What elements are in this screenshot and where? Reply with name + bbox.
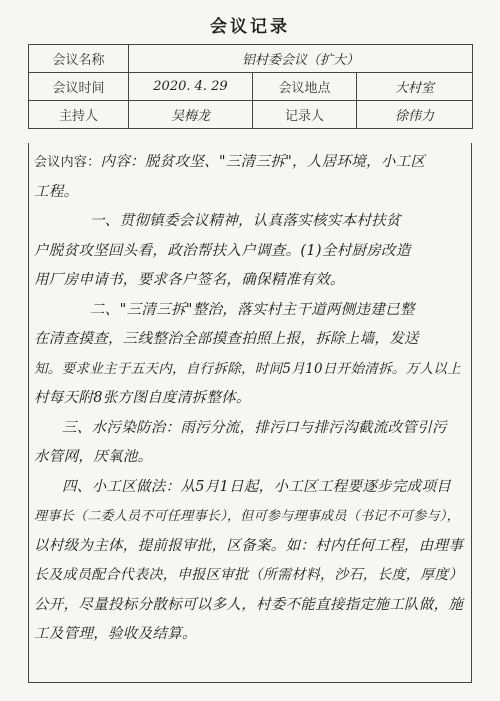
- content-line: 知。要求业主于五天内，自行拆除，时间5月10日开始清拆。万人以上: [34, 360, 461, 377]
- content-line: 工程。: [34, 183, 79, 200]
- host-label: 主持人: [29, 101, 129, 129]
- meeting-place-label: 会议地点: [253, 73, 357, 101]
- content-line: 以村级为主体，提前报审批，区备案。如：村内任何工程，由理事: [34, 537, 464, 554]
- meeting-time-label: 会议时间: [29, 73, 129, 101]
- content-line: 工及管理，验收及结算。: [34, 626, 197, 642]
- content-line: 理事长（二委人员不可任理事长），但可参与理事成员（书记不可参与），: [34, 509, 460, 524]
- content-line: 用厂房申请书，要求各户签名，确保精准有效。: [34, 272, 345, 288]
- recorder-label: 记录人: [253, 101, 357, 129]
- page-title: 会议记录: [210, 17, 290, 37]
- meeting-people-row: [29, 101, 473, 129]
- meeting-name-row: [29, 45, 473, 73]
- meeting-name-label: 会议名称: [29, 45, 129, 73]
- content-line: 四、小工区做法：从5月1日起，小工区工程要逐步完成项目: [62, 478, 452, 495]
- meeting-name-value: 铝村委会议（扩大）: [129, 45, 473, 73]
- content-line: 村每天附8张方图自度清拆整体。: [34, 390, 251, 406]
- meeting-time-value: 2020. 4. 29: [129, 73, 253, 101]
- content-line: 内容：脱贫攻坚、"三清三拆"，人居环境，小工区: [100, 154, 426, 170]
- content-label: 会议内容：: [34, 155, 101, 170]
- content-line: 公开，尽量投标分散标可以多人，村委不能直接指定施工队做，施: [34, 596, 464, 613]
- content-line: 长及成员配合代表决，申报区审批（所需材料，沙石，长度，厚度）: [34, 567, 463, 583]
- recorder-value: 徐伟力: [357, 101, 473, 129]
- content-line: 二、"三清三拆"整治，落实村主干道两侧违建已整: [90, 301, 415, 318]
- host-value: 吴梅龙: [129, 101, 253, 129]
- content-line: 三、水污染防治：雨污分流，排污口与排污沟截流改管引污: [62, 419, 447, 436]
- content-line: 水管网，厌氧池。: [34, 449, 153, 465]
- meeting-time-row: [29, 73, 473, 101]
- content-line: 户脱贫攻坚回头看，政治帮扶入户调查。(1)全村厨房改造: [34, 242, 411, 259]
- content-line: 一、贯彻镇委会议精神，认真落实核实本村扶贫: [90, 213, 401, 229]
- meeting-content-text: [34, 148, 464, 650]
- meeting-info-table: [28, 44, 473, 129]
- meeting-place-value: 大村室: [357, 73, 473, 101]
- content-line: 在清查摸查，三线整治全部摸查拍照上报，拆除上墙，发送: [34, 331, 419, 347]
